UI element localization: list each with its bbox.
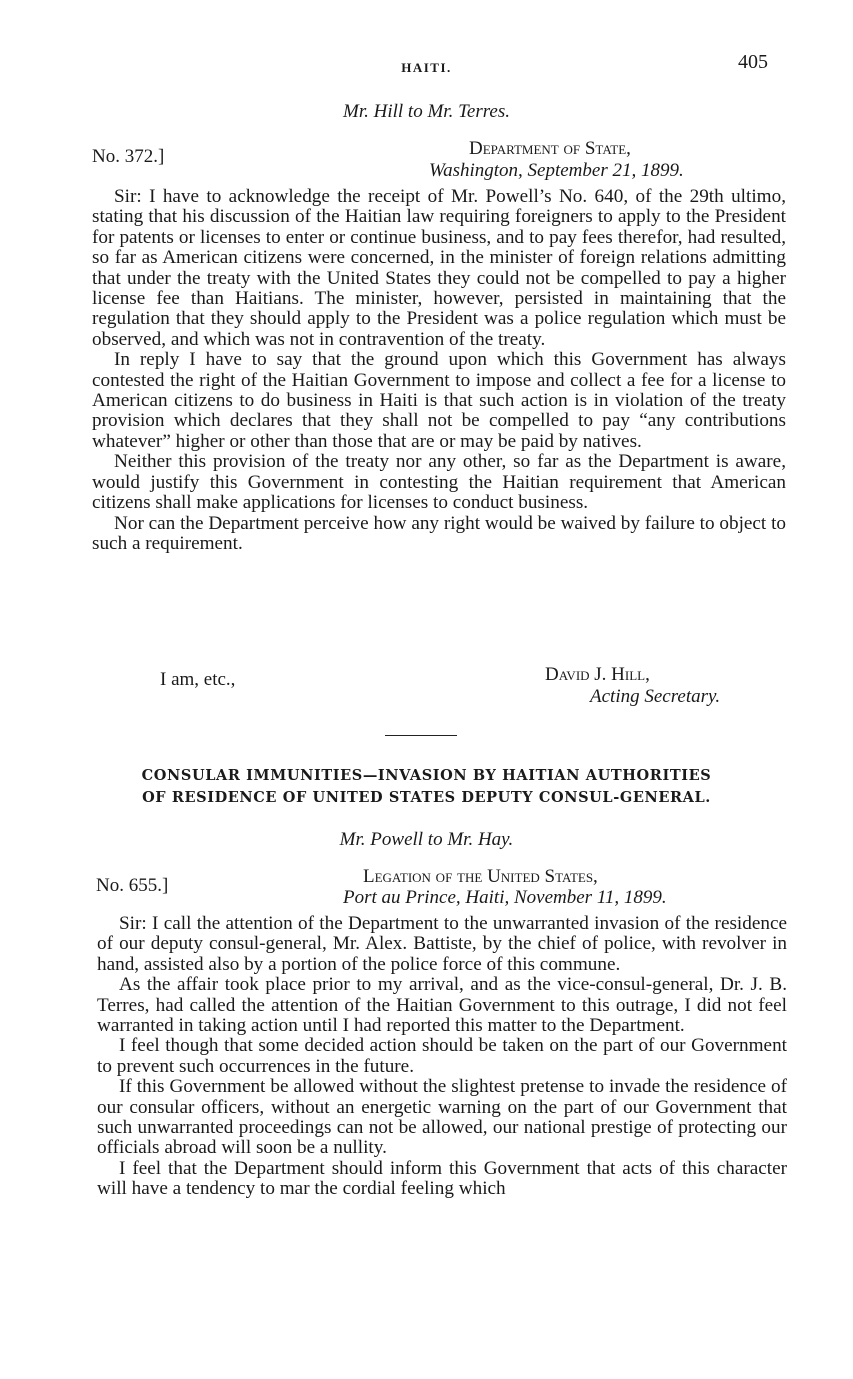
letter1-signer-title: Acting Secretary.: [590, 686, 721, 707]
letter1-paragraph: Neither this provision of the treaty nor any other, so far as the Department is aware, would justify this Government in contesting the Haitian requirement that American citizens shall make applications for licenses to conduct business.: [92, 451, 786, 514]
section-title-line2: OF RESIDENCE OF UNITED STATES DEPUTY CONSUL-GENERAL.: [142, 789, 711, 806]
letter1-paragraph: Sir: I have to acknowledge the receipt of Mr. Powell’s No. 640, of the 29th ultimo, stating that his discussion of the Haitian law requiring foreigners to apply to the President for patents or licenses to enter or continue business, and to pay fees therefor, had resulted, so far as American citizens were concerned, in the minister of foreign relations admitting that under the treaty with the United States they could not be compelled to pay a higher license fee than Haitians. The minister, however, persisted in maintaining that the regulation that they should apply to the President was a police regulation which must be observed, and which was not in contravention of the treaty.: [92, 186, 786, 350]
letter1-body: [92, 187, 786, 554]
letter2-paragraph: I feel though that some decided action should be taken on the part of our Government to prevent such occurrences in the future.: [97, 1035, 787, 1077]
running-head: HAITI.: [401, 60, 452, 75]
letter2-paragraph: Sir: I call the attention of the Department to the unwarranted invasion of the residence of our deputy consul-general, Mr. Alex. Battiste, by the chief of police, with revolver in hand, assisted also by a portion of the police force of this commune.: [97, 913, 787, 975]
letter2-paragraph: If this Government be allowed without the slightest pretense to invade the residence of our consular officers, without an energetic warning on the part of our Government that such unwarranted proceedings can not be allowed, our national prestige of protecting our officials abroad will soon be a nullity.: [97, 1076, 787, 1159]
letter1-place-date: Washington, September 21, 1899.: [429, 160, 684, 181]
letter1-paragraph: Nor can the Department perceive how any right would be waived by failure to object to such a requirement.: [92, 512, 786, 554]
letter1-number: No. 372.]: [92, 146, 165, 167]
letter2-paragraph: I feel that the Department should inform this Government that acts of this character will have a tendency to mar the cordial feeling which: [97, 1157, 787, 1200]
letter1-office: Department of State,: [469, 138, 631, 159]
letter1-paragraph: In reply I have to say that the ground upon which this Government has always contested the right of the Haitian Government to impose and collect a fee for a license to American citizens to do business in Haiti is that such action is in violation of the treaty provision which declares that they shall not be compelled to pay “any contributions whatever” higher or other than those that are or may be paid by natives.: [92, 349, 786, 452]
page-number: 405: [738, 51, 768, 73]
letter2-paragraph: As the affair took place prior to my arrival, and as the vice-consul-general, Dr. J. B. Terres, had called the attention of the Haitian Government to this outrage, I did not feel warranted in taking action until I had reported this matter to the Department.: [97, 974, 787, 1037]
letter2-body: [97, 914, 787, 1200]
letter2-heading: Mr. Powell to Mr. Hay.: [339, 829, 514, 850]
letter1-signer: David J. Hill,: [545, 664, 650, 685]
section-title-line1: CONSULAR IMMUNITIES—INVASION BY HAITIAN AUTHORITIES: [141, 767, 712, 784]
letter2-place-date: Port au Prince, Haiti, November 11, 1899.: [343, 887, 667, 908]
section-divider: [385, 735, 457, 736]
letter2-number: No. 655.]: [96, 875, 169, 896]
letter2-office: Legation of the United States,: [363, 866, 598, 887]
letter1-closing: I am, etc.,: [160, 669, 236, 690]
letter1-heading: Mr. Hill to Mr. Terres.: [343, 101, 510, 122]
